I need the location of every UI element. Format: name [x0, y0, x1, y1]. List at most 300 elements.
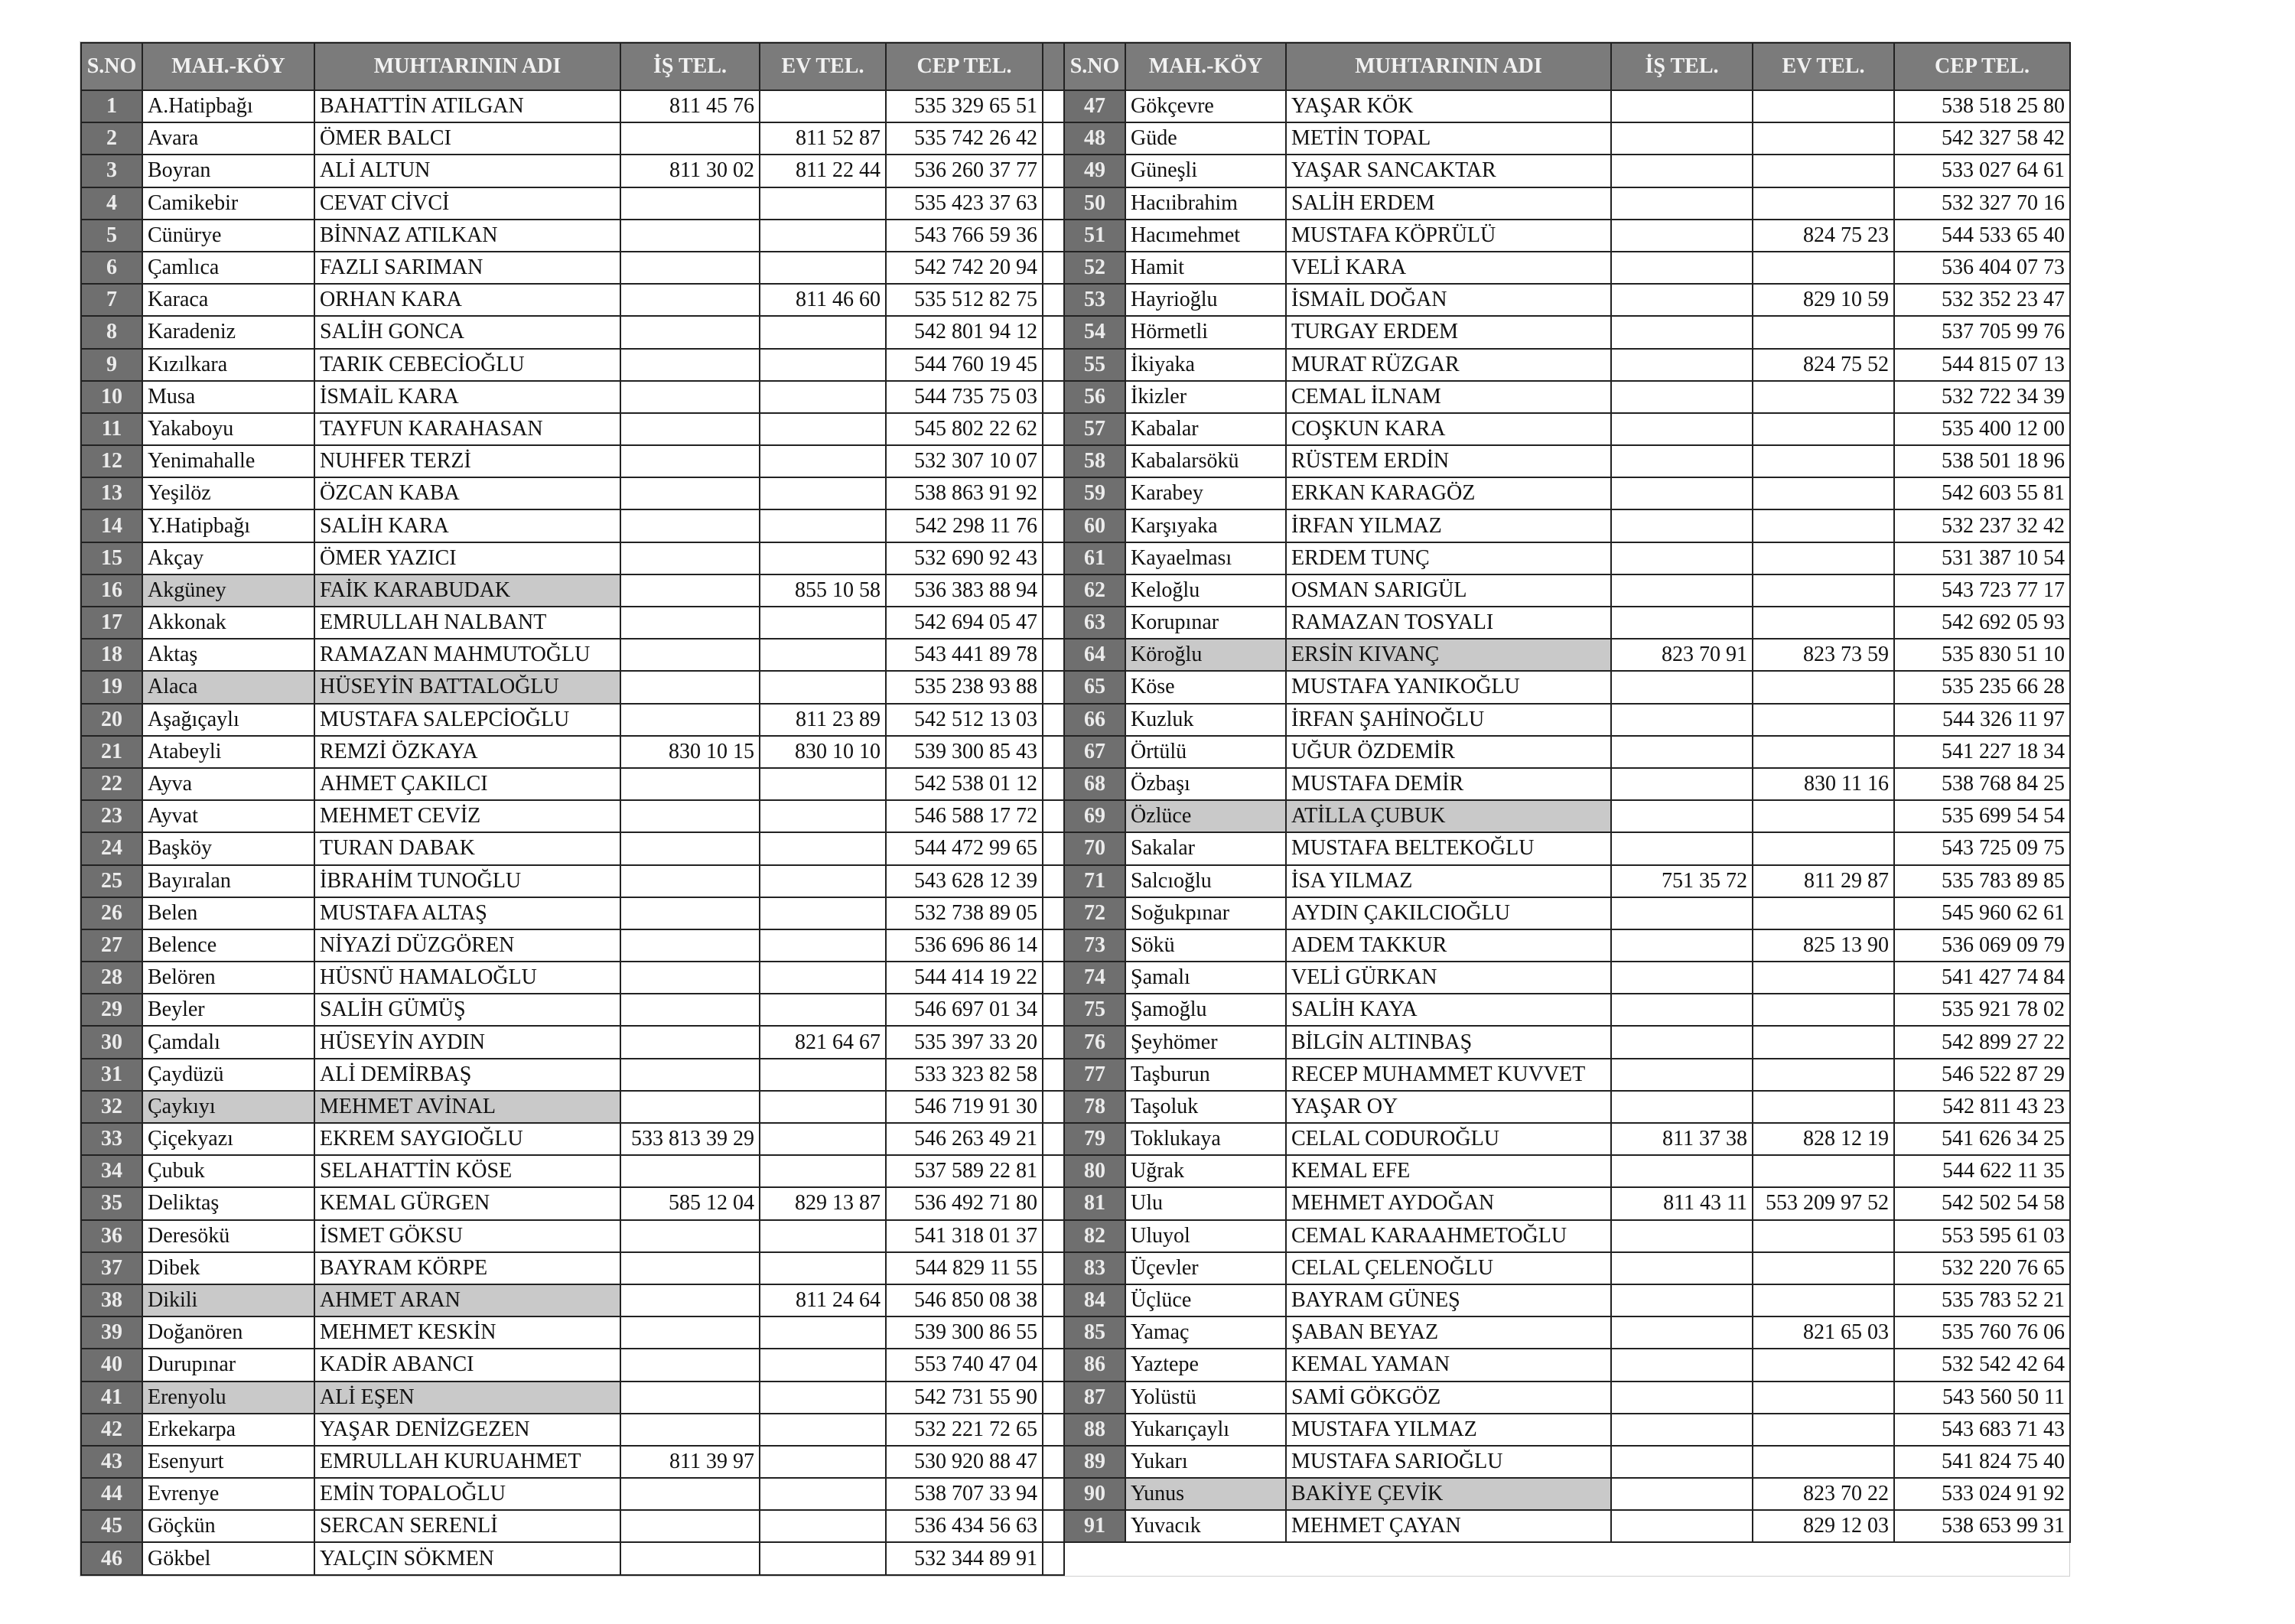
- home-phone: [1753, 1382, 1894, 1414]
- header-muhtar-left: MUHTARININ ADI: [314, 43, 620, 90]
- muhtar-name: MEHMET AYDOĞAN: [1286, 1187, 1611, 1219]
- mobile-phone: 535 512 82 75: [886, 284, 1043, 316]
- home-phone: 830 11 16: [1753, 768, 1894, 800]
- work-phone: [1611, 509, 1753, 542]
- column-gap: [1043, 349, 1064, 381]
- header-muhtar-right: MUHTARININ ADI: [1286, 43, 1611, 90]
- mobile-phone: 535 783 52 21: [1894, 1284, 2070, 1316]
- village-name: Dibek: [142, 1252, 314, 1284]
- village-name: Şamalı: [1125, 962, 1286, 994]
- home-phone: [1753, 1252, 1894, 1284]
- mobile-phone: 532 344 89 91: [886, 1542, 1043, 1575]
- home-phone: 824 75 23: [1753, 220, 1894, 252]
- work-phone: [620, 1026, 760, 1058]
- table-row: [81, 1252, 2070, 1284]
- work-phone: [620, 1542, 760, 1575]
- home-phone: [1753, 962, 1894, 994]
- mobile-phone: 542 327 58 42: [1894, 122, 2070, 155]
- village-name: Karadeniz: [142, 316, 314, 348]
- home-phone: [760, 477, 886, 509]
- home-phone: 855 10 58: [760, 574, 886, 607]
- village-name: Deresökü: [142, 1220, 314, 1252]
- home-phone: [1753, 1091, 1894, 1123]
- table-row: [81, 1446, 2070, 1478]
- column-gap: [1043, 1542, 1064, 1575]
- table-row: [81, 509, 2070, 542]
- column-gap: [1043, 736, 1064, 768]
- mobile-phone: 537 589 22 81: [886, 1155, 1043, 1187]
- village-name: Çiçekyazı: [142, 1123, 314, 1155]
- column-gap: [1043, 509, 1064, 542]
- mobile-phone: 542 603 55 81: [1894, 477, 2070, 509]
- muhtar-name: MUSTAFA ALTAŞ: [314, 897, 620, 929]
- table-row: [81, 1284, 2070, 1316]
- muhtar-name: MUSTAFA SARIOĞLU: [1286, 1446, 1611, 1478]
- work-phone: [1611, 704, 1753, 736]
- mobile-phone: 535 742 26 42: [886, 122, 1043, 155]
- work-phone: [1611, 381, 1753, 413]
- village-name: İkizler: [1125, 381, 1286, 413]
- mobile-phone: 543 723 77 17: [1894, 574, 2070, 607]
- muhtar-name: İRFAN YILMAZ: [1286, 509, 1611, 542]
- village-name: Bayıralan: [142, 865, 314, 897]
- mobile-phone: 532 221 72 65: [886, 1414, 1043, 1446]
- home-phone: [1753, 1059, 1894, 1091]
- muhtar-name: CELAL CODUROĞLU: [1286, 1123, 1611, 1155]
- home-phone: [760, 865, 886, 897]
- home-phone: [1753, 477, 1894, 509]
- muhtar-name: ERSİN KIVANÇ: [1286, 639, 1611, 671]
- home-phone: [760, 542, 886, 574]
- work-phone: [1611, 1478, 1753, 1510]
- muhtar-name: İRFAN ŞAHİNOĞLU: [1286, 704, 1611, 736]
- village-name: Kuzluk: [1125, 704, 1286, 736]
- home-phone: [1753, 316, 1894, 348]
- mobile-phone: 535 238 93 88: [886, 671, 1043, 703]
- village-name: Salcıoğlu: [1125, 865, 1286, 897]
- row-number: 40: [81, 1349, 142, 1381]
- village-name: Doğanören: [142, 1316, 314, 1349]
- column-gap: [1043, 43, 1064, 90]
- column-gap: [1043, 90, 1064, 122]
- muhtar-name: AHMET ARAN: [314, 1284, 620, 1316]
- mobile-phone: 542 538 01 12: [886, 768, 1043, 800]
- muhtar-name: ÖMER YAZICI: [314, 542, 620, 574]
- column-gap: [1043, 1091, 1064, 1123]
- muhtar-name: BAKİYE ÇEVİK: [1286, 1478, 1611, 1510]
- home-phone: [1753, 187, 1894, 220]
- row-number: 17: [81, 607, 142, 639]
- home-phone: 828 12 19: [1753, 1123, 1894, 1155]
- row-number: 24: [81, 832, 142, 864]
- table-row: [81, 832, 2070, 864]
- home-phone: [1753, 1026, 1894, 1058]
- muhtar-name: YAŞAR KÖK: [1286, 90, 1611, 122]
- home-phone: [1753, 1446, 1894, 1478]
- table-row: [81, 1123, 2070, 1155]
- empty-cell: [1894, 1542, 2070, 1575]
- row-number: 29: [81, 994, 142, 1026]
- work-phone: [1611, 349, 1753, 381]
- mobile-phone: 535 699 54 54: [1894, 800, 2070, 832]
- header-cep-tel-left: CEP TEL.: [886, 43, 1043, 90]
- column-gap: [1043, 122, 1064, 155]
- home-phone: 811 46 60: [760, 284, 886, 316]
- row-number: 57: [1064, 413, 1125, 445]
- home-phone: [1753, 445, 1894, 477]
- muhtar-name: HÜSEYİN AYDIN: [314, 1026, 620, 1058]
- work-phone: [620, 639, 760, 671]
- village-name: Durupınar: [142, 1349, 314, 1381]
- work-phone: [1611, 994, 1753, 1026]
- row-number: 59: [1064, 477, 1125, 509]
- column-gap: [1043, 284, 1064, 316]
- village-name: Belence: [142, 929, 314, 962]
- muhtar-name: SALİH ERDEM: [1286, 187, 1611, 220]
- column-gap: [1043, 1382, 1064, 1414]
- work-phone: [620, 1478, 760, 1510]
- village-name: Hamit: [1125, 252, 1286, 284]
- row-number: 25: [81, 865, 142, 897]
- column-gap: [1043, 994, 1064, 1026]
- table-row: [81, 671, 2070, 703]
- work-phone: [620, 962, 760, 994]
- muhtar-name: İSMAİL KARA: [314, 381, 620, 413]
- home-phone: 811 23 89: [760, 704, 886, 736]
- village-name: Yunus: [1125, 1478, 1286, 1510]
- home-phone: [760, 1510, 886, 1542]
- village-name: Üçlüce: [1125, 1284, 1286, 1316]
- table-row: [81, 316, 2070, 348]
- column-gap: [1043, 1478, 1064, 1510]
- village-name: Üçevler: [1125, 1252, 1286, 1284]
- muhtar-name: CEMAL İLNAM: [1286, 381, 1611, 413]
- village-name: Akgüney: [142, 574, 314, 607]
- muhtar-name: SELAHATTİN KÖSE: [314, 1155, 620, 1187]
- table-row: [81, 929, 2070, 962]
- mobile-phone: 532 722 34 39: [1894, 381, 2070, 413]
- table-row: [81, 90, 2070, 122]
- work-phone: [620, 768, 760, 800]
- work-phone: [620, 1316, 760, 1349]
- work-phone: [1611, 1316, 1753, 1349]
- work-phone: [620, 704, 760, 736]
- home-phone: [1753, 542, 1894, 574]
- village-name: Boyran: [142, 155, 314, 187]
- mobile-phone: 553 595 61 03: [1894, 1220, 2070, 1252]
- home-phone: [760, 929, 886, 962]
- mobile-phone: 535 235 66 28: [1894, 671, 2070, 703]
- work-phone: [1611, 1220, 1753, 1252]
- work-phone: [620, 929, 760, 962]
- mobile-phone: 535 329 65 51: [886, 90, 1043, 122]
- work-phone: 811 30 02: [620, 155, 760, 187]
- row-number: 35: [81, 1187, 142, 1219]
- row-number: 77: [1064, 1059, 1125, 1091]
- village-name: Başköy: [142, 832, 314, 864]
- work-phone: [620, 1220, 760, 1252]
- empty-cell: [1064, 1542, 1125, 1575]
- mobile-phone: 530 920 88 47: [886, 1446, 1043, 1478]
- header-sno-right: S.NO: [1064, 43, 1125, 90]
- work-phone: [620, 349, 760, 381]
- muhtar-name: YALÇIN SÖKMEN: [314, 1542, 620, 1575]
- village-name: Yenimahalle: [142, 445, 314, 477]
- mobile-phone: 544 735 75 03: [886, 381, 1043, 413]
- mobile-phone: 546 263 49 21: [886, 1123, 1043, 1155]
- home-phone: [760, 1382, 886, 1414]
- mobile-phone: 542 801 94 12: [886, 316, 1043, 348]
- village-name: Deliktaş: [142, 1187, 314, 1219]
- row-number: 58: [1064, 445, 1125, 477]
- table-row: [81, 477, 2070, 509]
- work-phone: [620, 994, 760, 1026]
- work-phone: [1611, 1091, 1753, 1123]
- row-number: 41: [81, 1382, 142, 1414]
- table-row: [81, 1059, 2070, 1091]
- row-number: 75: [1064, 994, 1125, 1026]
- mobile-phone: 538 768 84 25: [1894, 768, 2070, 800]
- work-phone: 811 39 97: [620, 1446, 760, 1478]
- row-number: 50: [1064, 187, 1125, 220]
- village-name: Özlüce: [1125, 800, 1286, 832]
- village-name: Çamlıca: [142, 252, 314, 284]
- row-number: 49: [1064, 155, 1125, 187]
- work-phone: [1611, 768, 1753, 800]
- muhtar-name: BAYRAM KÖRPE: [314, 1252, 620, 1284]
- mobile-phone: 535 921 78 02: [1894, 994, 2070, 1026]
- table-row: [81, 1349, 2070, 1381]
- row-number: 79: [1064, 1123, 1125, 1155]
- muhtar-name: TAYFUN KARAHASAN: [314, 413, 620, 445]
- table-row: [81, 865, 2070, 897]
- column-gap: [1043, 155, 1064, 187]
- table-row: [81, 1187, 2070, 1219]
- mobile-phone: 536 492 71 80: [886, 1187, 1043, 1219]
- home-phone: [1753, 509, 1894, 542]
- row-number: 63: [1064, 607, 1125, 639]
- mobile-phone: 541 227 18 34: [1894, 736, 2070, 768]
- column-gap: [1043, 768, 1064, 800]
- home-phone: 829 12 03: [1753, 1510, 1894, 1542]
- home-phone: [1753, 607, 1894, 639]
- village-name: Şamoğlu: [1125, 994, 1286, 1026]
- village-name: Erkekarpa: [142, 1414, 314, 1446]
- mobile-phone: 531 387 10 54: [1894, 542, 2070, 574]
- table-row: [81, 252, 2070, 284]
- row-number: 52: [1064, 252, 1125, 284]
- mobile-phone: 532 352 23 47: [1894, 284, 2070, 316]
- muhtar-table: [80, 42, 2071, 1576]
- row-number: 47: [1064, 90, 1125, 122]
- work-phone: 811 37 38: [1611, 1123, 1753, 1155]
- column-gap: [1043, 187, 1064, 220]
- village-name: Karabey: [1125, 477, 1286, 509]
- column-gap: [1043, 800, 1064, 832]
- work-phone: [1611, 736, 1753, 768]
- row-number: 32: [81, 1091, 142, 1123]
- muhtar-name: YAŞAR SANCAKTAR: [1286, 155, 1611, 187]
- work-phone: [1611, 1382, 1753, 1414]
- table-row: [81, 607, 2070, 639]
- work-phone: [1611, 1446, 1753, 1478]
- village-name: Hayrioğlu: [1125, 284, 1286, 316]
- row-number: 81: [1064, 1187, 1125, 1219]
- column-gap: [1043, 1187, 1064, 1219]
- row-number: 1: [81, 90, 142, 122]
- work-phone: [620, 1349, 760, 1381]
- village-name: Yamaç: [1125, 1316, 1286, 1349]
- home-phone: [760, 607, 886, 639]
- row-number: 2: [81, 122, 142, 155]
- row-number: 69: [1064, 800, 1125, 832]
- row-number: 33: [81, 1123, 142, 1155]
- row-number: 31: [81, 1059, 142, 1091]
- mobile-phone: 535 397 33 20: [886, 1026, 1043, 1058]
- home-phone: 823 73 59: [1753, 639, 1894, 671]
- village-name: Taşoluk: [1125, 1091, 1286, 1123]
- village-name: Ayvat: [142, 800, 314, 832]
- row-number: 53: [1064, 284, 1125, 316]
- work-phone: [1611, 607, 1753, 639]
- mobile-phone: 536 069 09 79: [1894, 929, 2070, 962]
- village-name: Keloğlu: [1125, 574, 1286, 607]
- column-gap: [1043, 1123, 1064, 1155]
- row-number: 60: [1064, 509, 1125, 542]
- column-gap: [1043, 832, 1064, 864]
- home-phone: [760, 349, 886, 381]
- mobile-phone: 532 327 70 16: [1894, 187, 2070, 220]
- mobile-phone: 538 863 91 92: [886, 477, 1043, 509]
- home-phone: [760, 1091, 886, 1123]
- mobile-phone: 541 626 34 25: [1894, 1123, 2070, 1155]
- work-phone: [620, 1155, 760, 1187]
- row-number: 15: [81, 542, 142, 574]
- muhtar-name: SALİH KAYA: [1286, 994, 1611, 1026]
- muhtar-name: NİYAZİ DÜZGÖREN: [314, 929, 620, 962]
- table-row: [81, 1414, 2070, 1446]
- muhtar-name: SAMİ GÖKGÖZ: [1286, 1382, 1611, 1414]
- village-name: Köroğlu: [1125, 639, 1286, 671]
- mobile-phone: 544 815 07 13: [1894, 349, 2070, 381]
- row-number: 36: [81, 1220, 142, 1252]
- column-gap: [1043, 1284, 1064, 1316]
- mobile-phone: 536 383 88 94: [886, 574, 1043, 607]
- village-name: Taşburun: [1125, 1059, 1286, 1091]
- home-phone: [760, 897, 886, 929]
- work-phone: [1611, 445, 1753, 477]
- work-phone: [620, 316, 760, 348]
- muhtar-name: TURGAY ERDEM: [1286, 316, 1611, 348]
- table-row: [81, 122, 2070, 155]
- row-number: 88: [1064, 1414, 1125, 1446]
- column-gap: [1043, 1316, 1064, 1349]
- muhtar-name: İBRAHİM TUNOĞLU: [314, 865, 620, 897]
- row-number: 16: [81, 574, 142, 607]
- work-phone: 830 10 15: [620, 736, 760, 768]
- muhtar-name: REMZİ ÖZKAYA: [314, 736, 620, 768]
- muhtar-name: VELİ KARA: [1286, 252, 1611, 284]
- village-name: Hacıibrahim: [1125, 187, 1286, 220]
- muhtar-name: MEHMET KESKİN: [314, 1316, 620, 1349]
- work-phone: [620, 1382, 760, 1414]
- village-name: Hacımehmet: [1125, 220, 1286, 252]
- row-number: 90: [1064, 1478, 1125, 1510]
- village-name: Kayaelması: [1125, 542, 1286, 574]
- muhtar-name: MUSTAFA DEMİR: [1286, 768, 1611, 800]
- table-row: [81, 445, 2070, 477]
- muhtar-name: MUSTAFA BELTEKOĞLU: [1286, 832, 1611, 864]
- village-name: Musa: [142, 381, 314, 413]
- muhtar-name: YAŞAR DENİZGEZEN: [314, 1414, 620, 1446]
- mobile-phone: 533 024 91 92: [1894, 1478, 2070, 1510]
- muhtar-name: SALİH KARA: [314, 509, 620, 542]
- home-phone: [760, 1155, 886, 1187]
- work-phone: [620, 252, 760, 284]
- work-phone: [1611, 413, 1753, 445]
- mobile-phone: 546 522 87 29: [1894, 1059, 2070, 1091]
- village-name: Aşağıçaylı: [142, 704, 314, 736]
- row-number: 76: [1064, 1026, 1125, 1058]
- home-phone: [1753, 413, 1894, 445]
- village-name: Güneşli: [1125, 155, 1286, 187]
- table-row: [81, 284, 2070, 316]
- mobile-phone: 538 653 99 31: [1894, 1510, 2070, 1542]
- home-phone: [1753, 1155, 1894, 1187]
- row-number: 22: [81, 768, 142, 800]
- mobile-phone: 535 760 76 06: [1894, 1316, 2070, 1349]
- table-row: [81, 1091, 2070, 1123]
- work-phone: [1611, 1349, 1753, 1381]
- column-gap: [1043, 607, 1064, 639]
- home-phone: [760, 1252, 886, 1284]
- work-phone: 585 12 04: [620, 1187, 760, 1219]
- column-gap: [1043, 220, 1064, 252]
- muhtar-name: MUSTAFA YILMAZ: [1286, 1414, 1611, 1446]
- table-row: [81, 704, 2070, 736]
- muhtar-name: İSA YILMAZ: [1286, 865, 1611, 897]
- table-row: [81, 187, 2070, 220]
- muhtar-name: ERKAN KARAGÖZ: [1286, 477, 1611, 509]
- work-phone: [1611, 1155, 1753, 1187]
- row-number: 68: [1064, 768, 1125, 800]
- work-phone: [1611, 962, 1753, 994]
- row-number: 64: [1064, 639, 1125, 671]
- mobile-phone: 532 542 42 64: [1894, 1349, 2070, 1381]
- work-phone: [1611, 1284, 1753, 1316]
- village-name: Belören: [142, 962, 314, 994]
- work-phone: [620, 542, 760, 574]
- mobile-phone: 533 027 64 61: [1894, 155, 2070, 187]
- village-name: Evrenye: [142, 1478, 314, 1510]
- mobile-phone: 544 326 11 97: [1894, 704, 2070, 736]
- mobile-phone: 544 829 11 55: [886, 1252, 1043, 1284]
- work-phone: [1611, 90, 1753, 122]
- mobile-phone: 543 560 50 11: [1894, 1382, 2070, 1414]
- column-gap: [1043, 477, 1064, 509]
- muhtar-name: KADİR ABANCI: [314, 1349, 620, 1381]
- muhtar-name: EMRULLAH NALBANT: [314, 607, 620, 639]
- home-phone: [1753, 897, 1894, 929]
- work-phone: [1611, 542, 1753, 574]
- home-phone: 811 29 87: [1753, 865, 1894, 897]
- muhtar-name: CEVAT CİVCİ: [314, 187, 620, 220]
- muhtar-name: MUSTAFA SALEPCİOĞLU: [314, 704, 620, 736]
- mobile-phone: 538 501 18 96: [1894, 445, 2070, 477]
- home-phone: [1753, 736, 1894, 768]
- muhtar-name: ERDEM TUNÇ: [1286, 542, 1611, 574]
- home-phone: [1753, 800, 1894, 832]
